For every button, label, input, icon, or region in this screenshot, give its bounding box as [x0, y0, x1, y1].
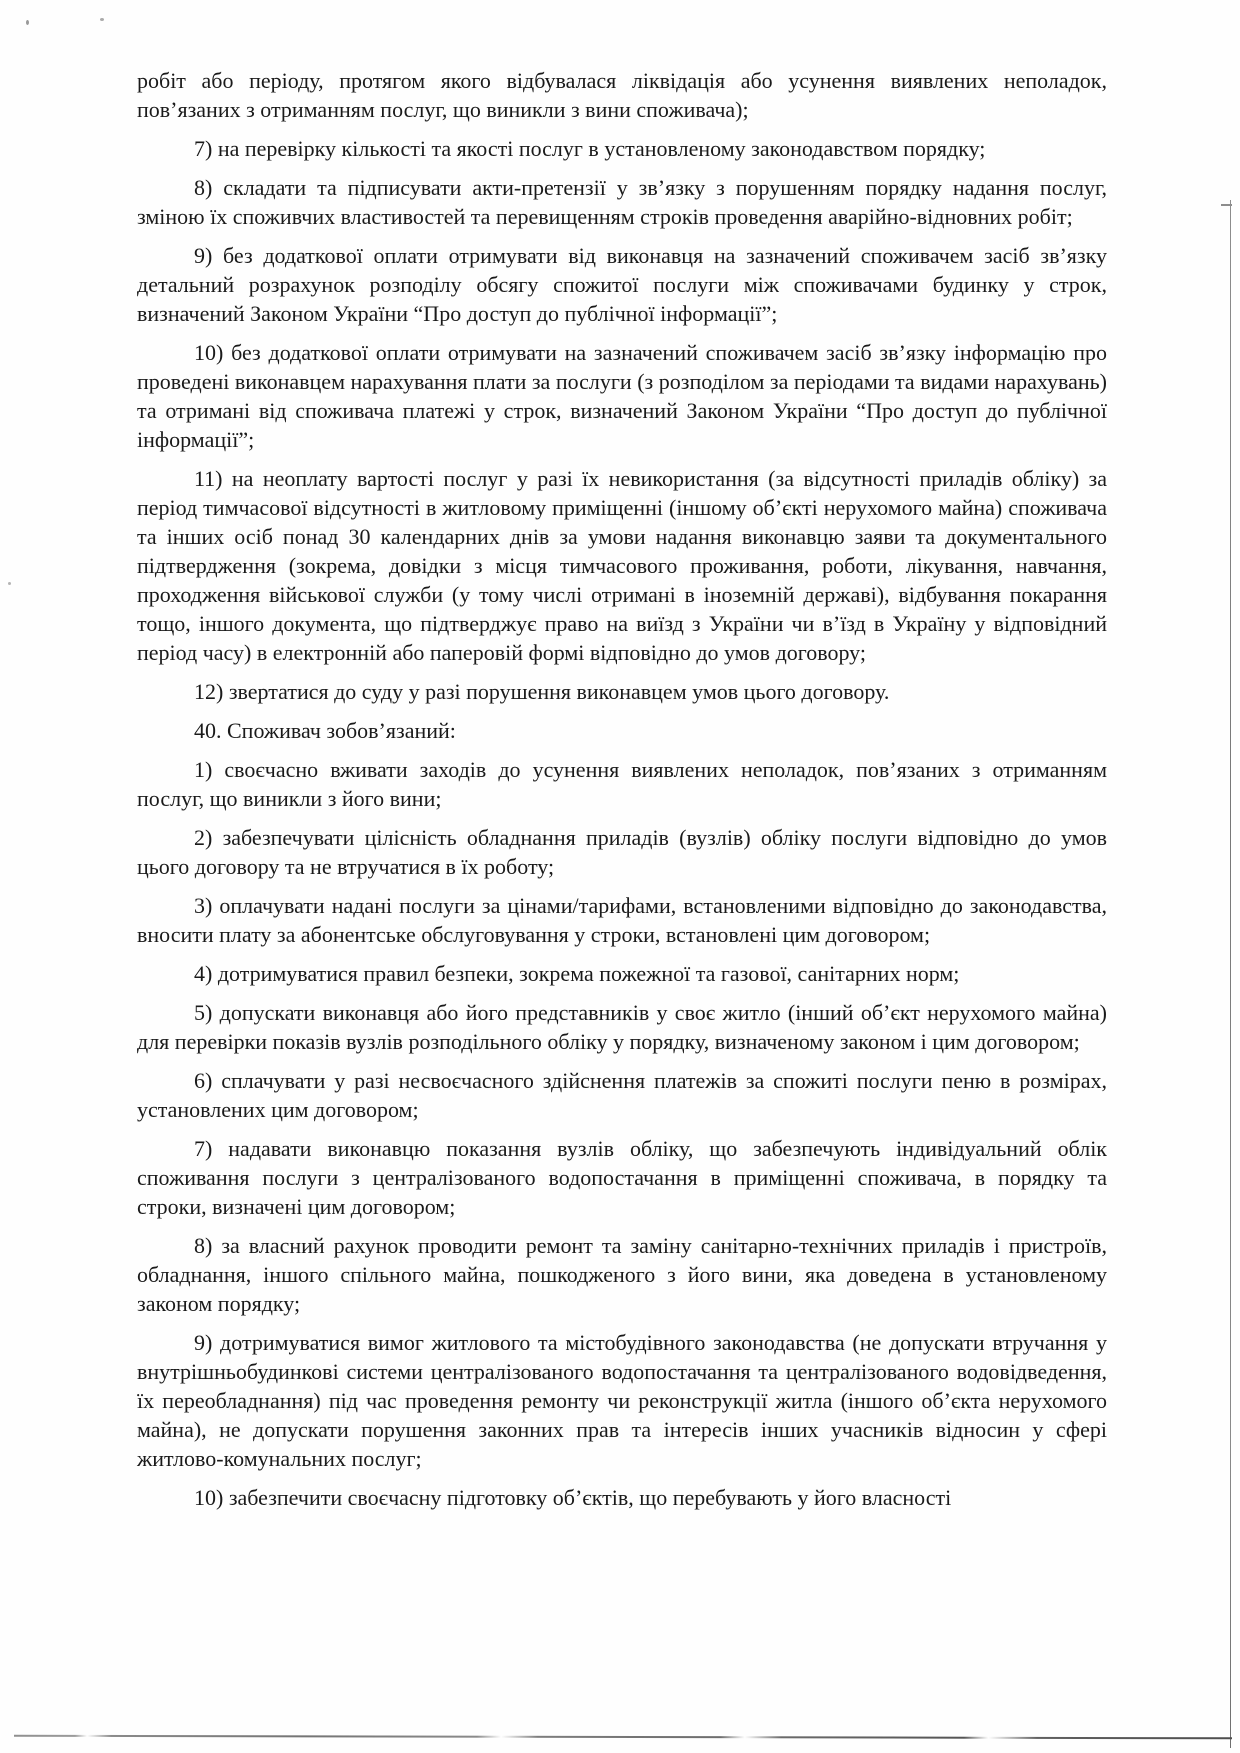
scan-speck [26, 20, 29, 25]
paragraph-item-8: 8) складати та підписувати акти-претензії у зв’язку з порушенням порядку надання послуг, зміною їх споживчих властивостей та перевищенням строків проведення аварійно-відновних робіт; [137, 175, 1107, 229]
scan-speck [100, 18, 104, 21]
paragraph-item-9: 9) без додаткової оплати отримувати від виконавця на зазначений споживачем засіб зв’язку детальний розрахунок розподілу обсягу спожитої послуги між споживачами будинку у строк, визначений Законом України “Про доступ до публічної інформації”; [137, 243, 1107, 326]
paragraph-clause40-item-1: 1) своєчасно вживати заходів до усунення виявлених неполадок, пов’язаних з отриманням послуг, що виникли з його вини; [137, 757, 1107, 811]
document-body [137, 66, 1107, 1522]
paragraph-clause40-item-8: 8) за власний рахунок проводити ремонт та заміну санітарно-технічних приладів і пристроїв, обладнання, іншого спільного майна, пошкодженого з його вини, яка доведена в установленому законом порядку; [137, 1233, 1107, 1316]
paragraph-clause40-item-9: 9) дотримуватися вимог житлового та містобудівного законодавства (не допускати втручання у внутрішньобудинкові системи централізованого водопостачання та централізованого водовідведення, їх переобладнання) під час проведення ремонту чи реконструкції житла (іншого об’єкта нерухомого майна), не допускати порушення законних прав та інтересів інших учасників відносин у сфері житлово-комунальних послуг; [137, 1330, 1107, 1471]
scan-artifact-right-line [1230, 200, 1231, 1748]
scan-artifact-bottom-line [14, 1735, 1232, 1740]
paragraph-item-10: 10) без додаткової оплати отримувати на зазначений споживачем засіб зв’язку інформацію про проведені виконавцем нарахування плати за послуги (з розподілом за періодами та видами нарахувань) та отримані від споживача платежі у строк, визначений Законом України “Про доступ до публічної інформації”; [137, 340, 1107, 452]
paragraph-item-7: 7) на перевірку кількості та якості послуг в установленому законодавством порядку; [194, 136, 986, 161]
paragraph-item-12: 12) звертатися до суду у разі порушення виконавцем умов цього договору. [194, 679, 890, 704]
paragraph-clause40-item-3: 3) оплачувати надані послуги за цінами/тарифами, встановленими відповідно до законодавства, вносити плату за абонентське обслуговування у строки, встановлені цим договором; [137, 893, 1107, 947]
paragraph-clause40-item-6: 6) сплачувати у разі несвоєчасного здійснення платежів за спожиті послуги пеню в розмірах, установлених цим договором; [137, 1068, 1107, 1122]
paragraph-clause40-item-4: 4) дотримуватися правил безпеки, зокрема пожежної та газової, санітарних норм; [194, 961, 960, 986]
paragraph-continuation: робіт або періоду, протягом якого відбувалася ліквідація або усунення виявлених неполадок, пов’язаних з отриманням послуг, що виникли з вини споживача); [137, 68, 1107, 122]
paragraph-item-11: 11) на неоплату вартості послуг у разі їх невикористання (за відсутності приладів обліку) за період тимчасової відсутності в житловому приміщенні (іншому об’єкті нерухомого майна) споживача та інших осіб понад 30 календарних днів за умови надання виконавцю заяви та документального підтвердження (зокрема, довідки з місця тимчасового проживання, роботи, лікування, навчання, проходження військової служби (у тому числі отримані в іноземній державі), відбування покарання тощо, іншого документа, що підтверджує право на виїзд з України чи в’їзд в Україну у відповідний період часу) в електронній або паперовій формі відповідно до умов договору; [137, 466, 1107, 665]
clause-40-heading: 40. Споживач зобов’язаний: [194, 718, 456, 743]
paragraph-clause40-item-7: 7) надавати виконавцю показання вузлів обліку, що забезпечують індивідуальний облік споживання послуги з централізованого водопостачання в приміщенні споживача, в порядку та строки, визначені цим договором; [137, 1136, 1107, 1219]
scan-speck [8, 582, 11, 585]
paragraph-clause40-item-2: 2) забезпечувати цілісність обладнання приладів (вузлів) обліку послуги відповідно до умов цього договору та не втручатися в їх роботу; [137, 825, 1107, 879]
paragraph-clause40-item-5: 5) допускати виконавця або його представників у своє житло (інший об’єкт нерухомого майна) для перевірки показів вузлів розподільного обліку у порядку, визначеному законом і цим договором; [137, 1000, 1107, 1054]
paragraph-clause40-item-10: 10) забезпечити своєчасну підготовку об’єктів, що перебувають у його власності [194, 1485, 952, 1510]
